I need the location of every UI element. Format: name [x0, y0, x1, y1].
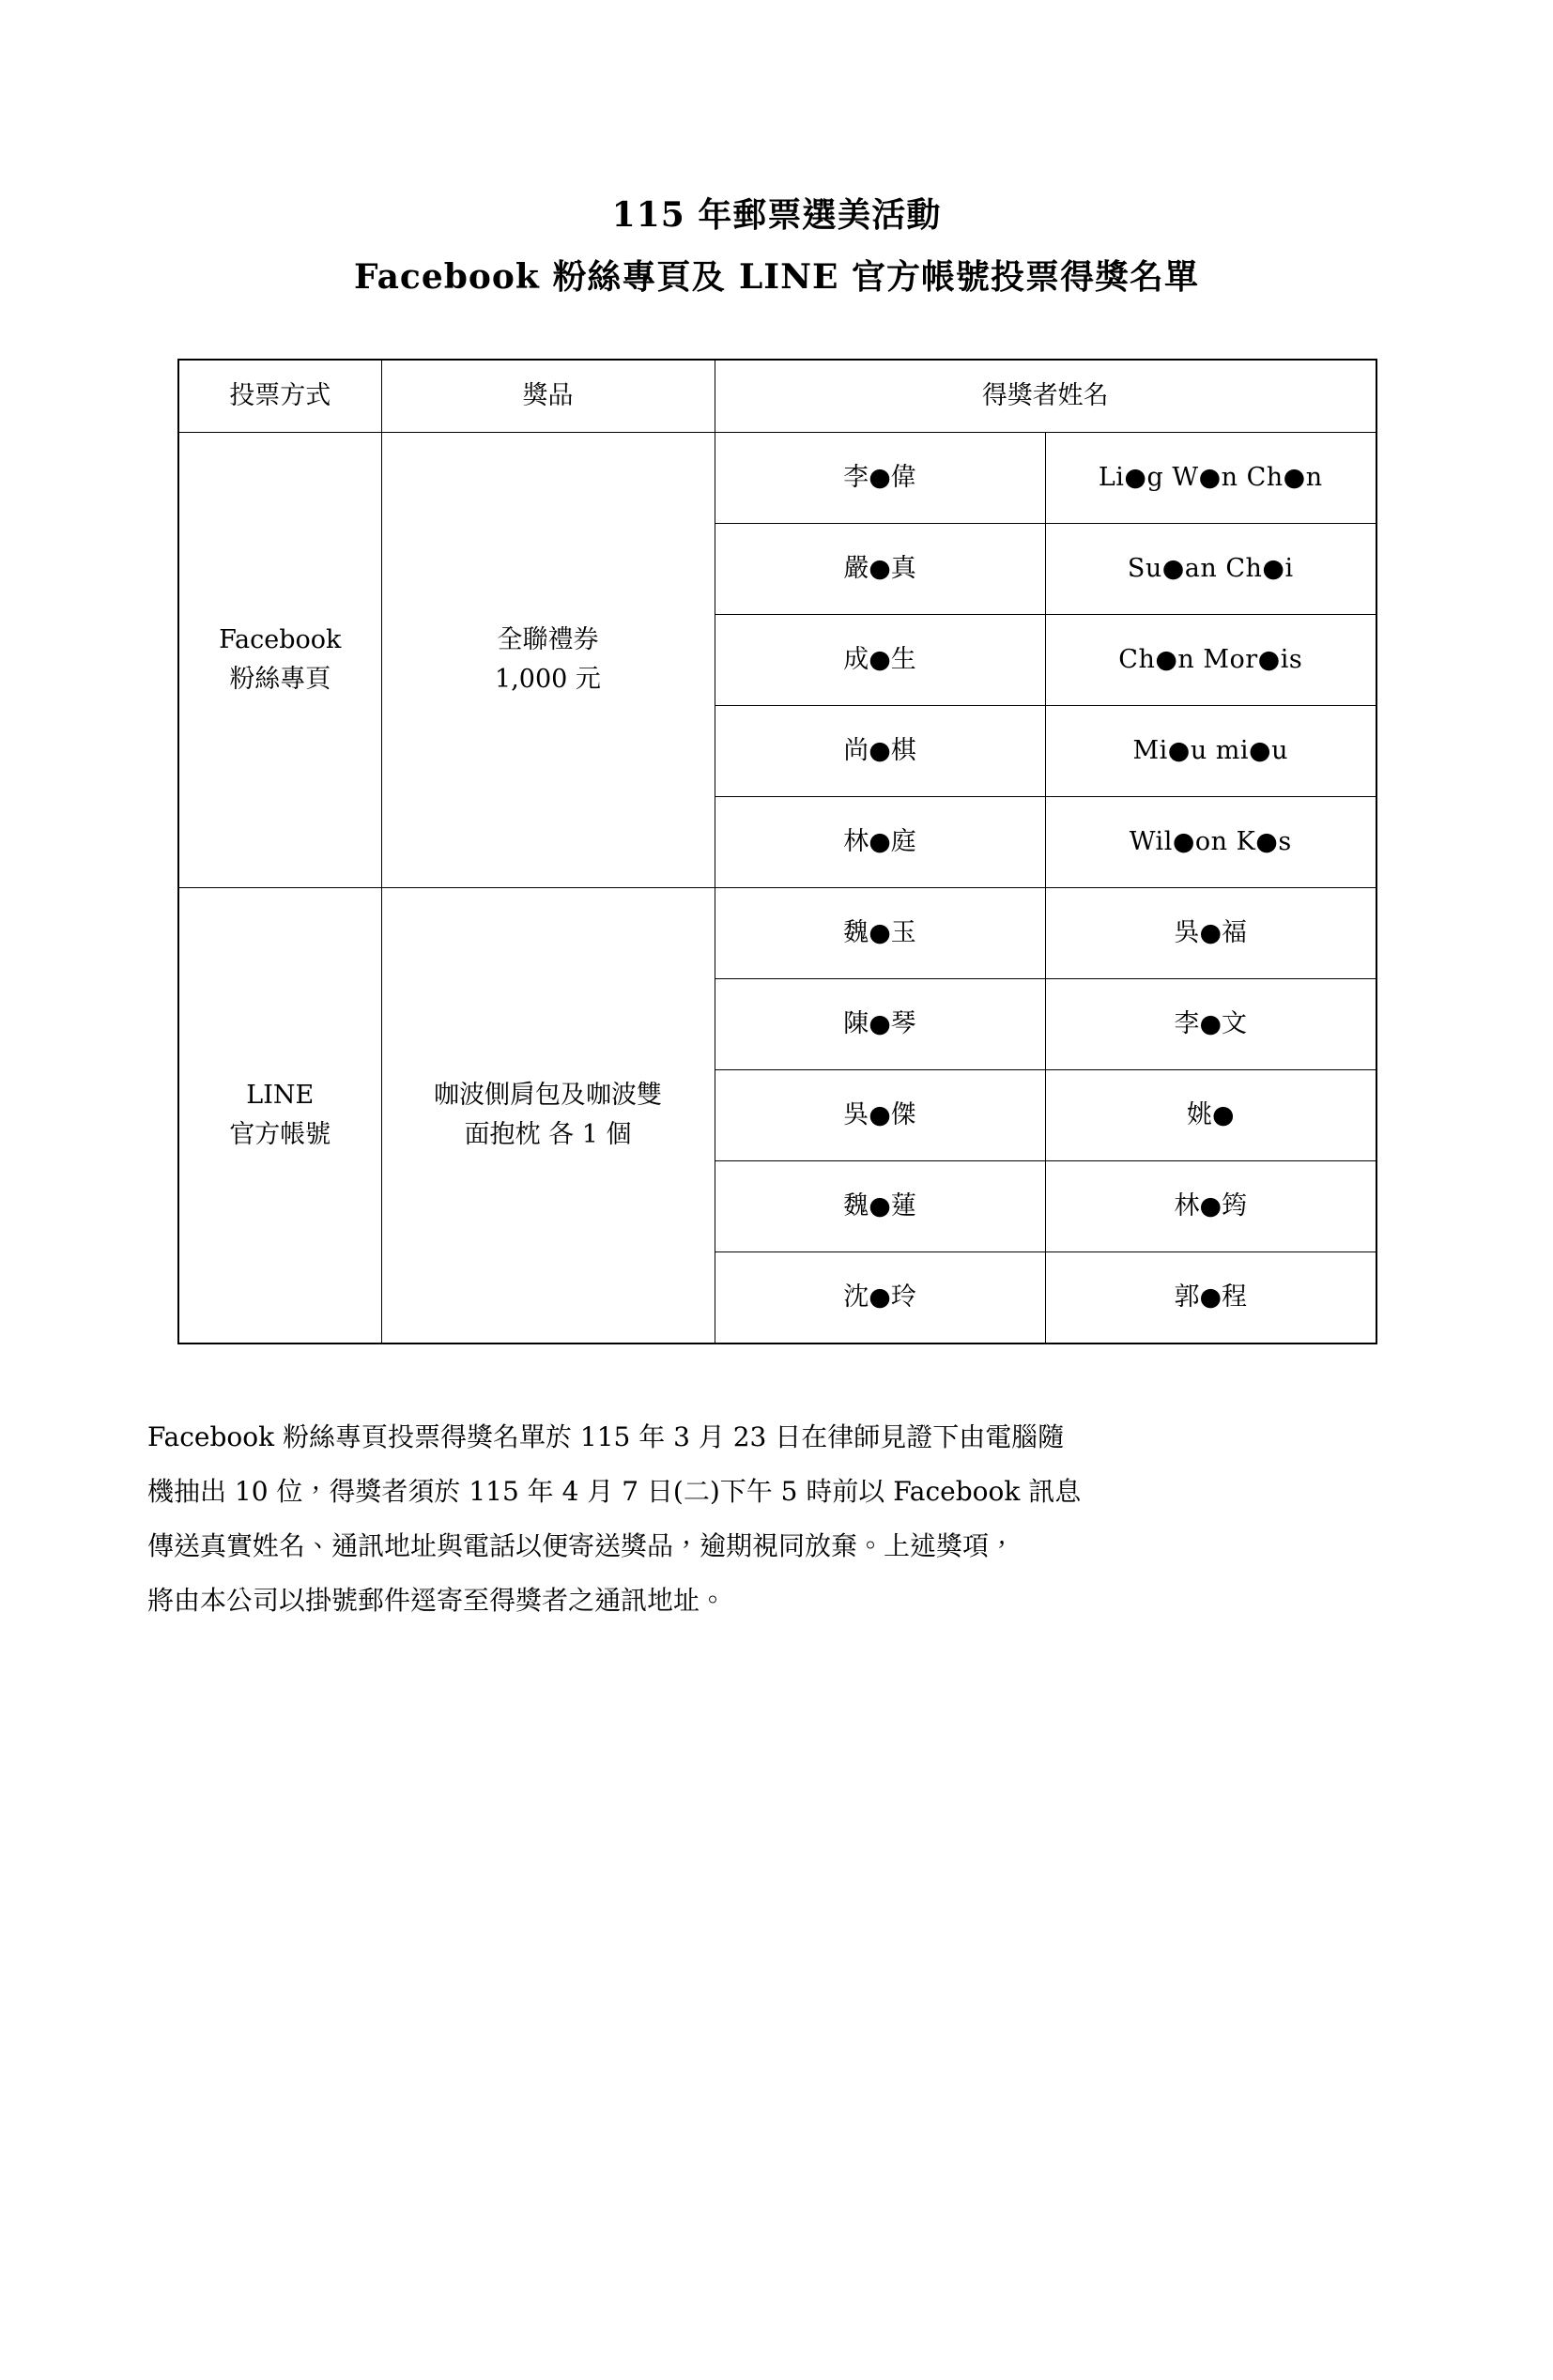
winner-name-cell: Wil●on K●s: [1045, 797, 1376, 888]
method-label-line-2: 粉絲專頁: [229, 665, 331, 694]
winner-name-cell: 嚴●真: [715, 524, 1045, 615]
document-title-block: [0, 184, 1553, 308]
column-header-method: 投票方式: [178, 360, 381, 433]
prize-label-line-2: 面抱枕 各 1 個: [464, 1120, 632, 1149]
table-header-row: [178, 360, 1376, 433]
notice-paragraph: [147, 1410, 1406, 1628]
method-label-line-1: LINE: [246, 1081, 315, 1110]
notice-line-4: 將由本公司以掛號郵件逕寄至得獎者之通訊地址。: [147, 1585, 727, 1616]
notice-line-2: 機抽出 10 位，得獎者須於 115 年 4 月 7 日(二)下午 5 時前以 Facebook 訊息: [147, 1476, 1082, 1507]
winners-table-wrapper: [177, 359, 1376, 1344]
method-label-line-2: 官方帳號: [229, 1120, 331, 1149]
winner-name-cell: Ch●n Mor●is: [1045, 615, 1376, 706]
table-header: [178, 360, 1376, 433]
page-title-line-2: Facebook 粉絲專頁及 LINE 官方帳號投票得獎名單: [354, 257, 1199, 297]
winner-name-cell: 陳●琴: [715, 979, 1045, 1070]
method-label-line-1: Facebook: [219, 625, 342, 654]
column-header-prize: 獎品: [381, 360, 715, 433]
winner-name-cell: Su●an Ch●i: [1045, 524, 1376, 615]
column-header-winners: 得獎者姓名: [715, 360, 1376, 433]
winner-name-cell: 魏●玉: [715, 888, 1045, 979]
table-row: [178, 433, 1376, 524]
prize-label-line-1: 全聯禮券: [497, 625, 599, 654]
prize-label-line-2: 1,000 元: [495, 665, 601, 694]
winner-name-cell: 李●偉: [715, 433, 1045, 524]
table-body: [178, 433, 1376, 1344]
winner-name-cell: Mi●u mi●u: [1045, 706, 1376, 797]
winner-name-cell: 姚●: [1045, 1070, 1376, 1161]
prize-label-line-1: 咖波側肩包及咖波雙: [434, 1081, 662, 1110]
document-page: [0, 184, 1553, 2380]
winners-table: [177, 359, 1377, 1344]
winner-name-cell: Li●g W●n Ch●n: [1045, 433, 1376, 524]
page-title-line-1: 115 年郵票選美活動: [611, 195, 942, 235]
winner-name-cell: 郭●程: [1045, 1252, 1376, 1344]
winner-name-cell: 沈●玲: [715, 1252, 1045, 1344]
winner-name-cell: 林●筠: [1045, 1161, 1376, 1252]
winner-name-cell: 魏●蓮: [715, 1161, 1045, 1252]
section-method-line: [178, 888, 381, 1344]
table-row: [178, 888, 1376, 979]
section-prize-line: [381, 888, 715, 1344]
winner-name-cell: 李●文: [1045, 979, 1376, 1070]
winner-name-cell: 吳●傑: [715, 1070, 1045, 1161]
section-method-facebook: [178, 433, 381, 888]
winner-name-cell: 尚●棋: [715, 706, 1045, 797]
section-prize-facebook: [381, 433, 715, 888]
notice-line-3: 傳送真實姓名、通訊地址與電話以便寄送獎品，逾期視同放棄。上述獎項，: [147, 1530, 1016, 1561]
winner-name-cell: 林●庭: [715, 797, 1045, 888]
winner-name-cell: 成●生: [715, 615, 1045, 706]
notice-line-1: Facebook 粉絲專頁投票得獎名單於 115 年 3 月 23 日在律師見證下由電腦隨: [147, 1421, 1065, 1452]
winner-name-cell: 吳●福: [1045, 888, 1376, 979]
